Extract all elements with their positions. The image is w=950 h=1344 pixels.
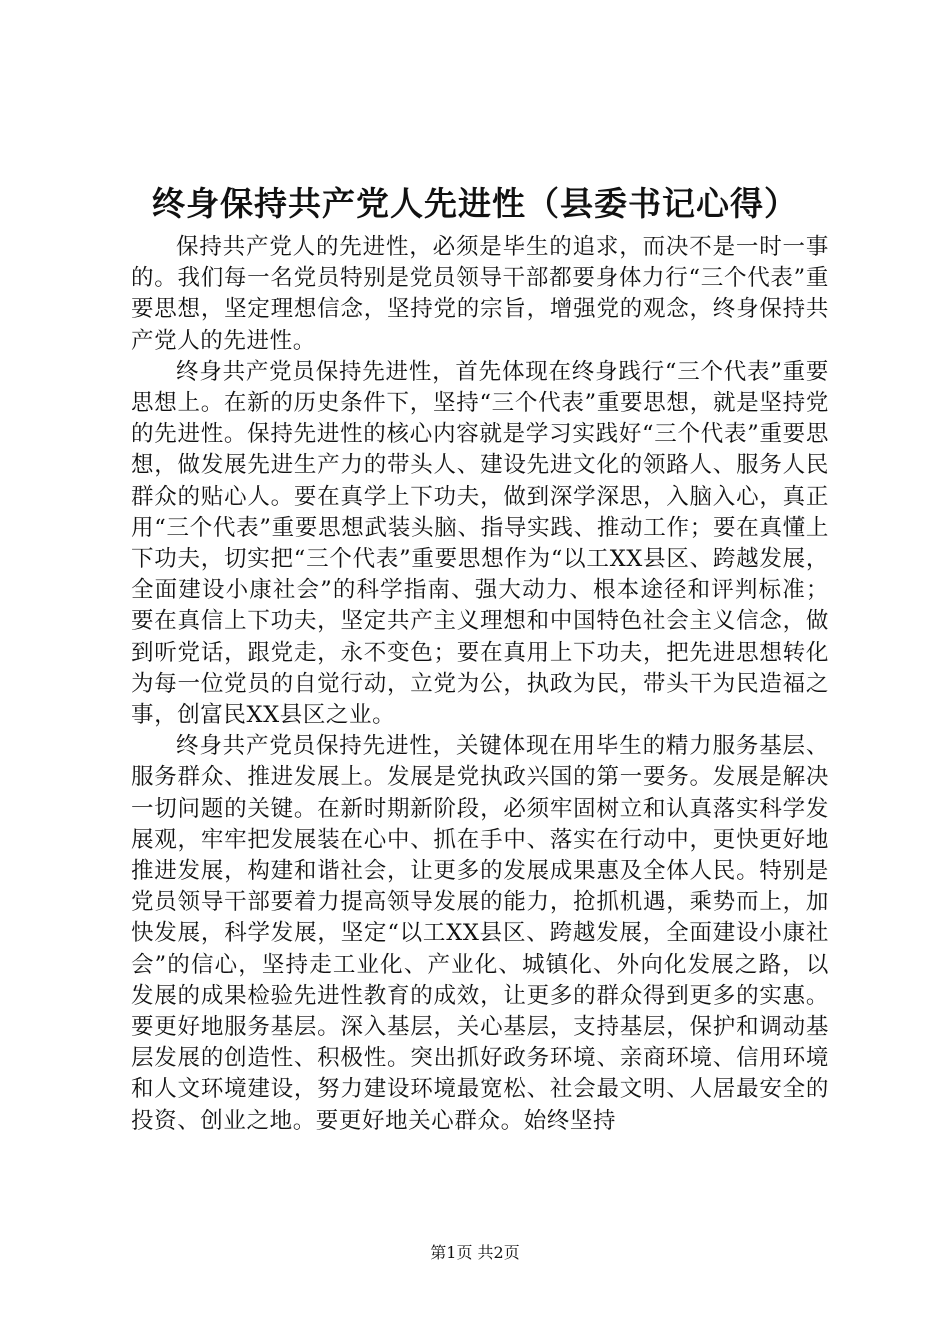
- document-title: 终身保持共产党人先进性（县委书记心得）: [152, 184, 798, 223]
- paragraph-2: 终身共产党员保持先进性，首先体现在终身践行“三个代表”重要思想上。在新的历史条件下，坚持“三个代表”重要思想，就是坚持党的先进性。保持先进性的核心内容就是学习实践好“三个代表”重要思想，做发展先进生产力的带头人、建设先进文化的领路人、服务人民群众的贴心人。要在真学上下功夫，做到深学深思，入脑入心，真正用“三个代表”重要思想武装头脑、指导实践、推动工作；要在真懂上下功夫，切实把“三个代表”重要思想作为“以工XX县区、跨越发展，全面建设小康社会”的科学指南、强大动力、根本途径和评判标准；要在真信上下功夫，坚定共产主义理想和中国特色社会主义信念，做到听党话，跟党走，永不变色；要在真用上下功夫，把先进思想转化为每一位党员的自觉行动，立党为公，执政为民，带头干为民造福之事，创富民XX县区之业。: [131, 358, 829, 729]
- paragraph-1: 保持共产党人的先进性，必须是毕生的追求，而决不是一时一事的。我们每一名党员特别是党员领导干部都要身体力行“三个代表”重要思想，坚定理想信念，坚持党的宗旨，增强党的观念，终身保持共产党人的先进性。: [131, 234, 829, 354]
- page-number-footer: 第1页 共2页: [430, 1243, 520, 1262]
- paragraph-3: 终身共产党员保持先进性，关键体现在用毕生的精力服务基层、服务群众、推进发展上。发展是党执政兴国的第一要务。发展是解决一切问题的关键。在新时期新阶段，必须牢固树立和认真落实科学发展观，牢牢把发展装在心中、抓在手中、落实在行动中，更快更好地推进发展，构建和谐社会，让更多的发展成果惠及全体人民。特别是党员领导干部要着力提高领导发展的能力，抢抓机遇，乘势而上，加快发展，科学发展，坚定“以工XX县区、跨越发展，全面建设小康社会”的信心，坚持走工业化、产业化、城镇化、外向化发展之路，以发展的成果检验先进性教育的成效，让更多的群众得到更多的实惠。要更好地服务基层。深入基层，关心基层，支持基层，保护和调动基层发展的创造性、积极性。突出抓好政务环境、亲商环境、信用环境和人文环境建设，努力建设环境最宽松、社会最文明、人居最安全的投资、创业之地。要更好地关心群众。始终坚持: [131, 733, 829, 1134]
- document-body: [131, 232, 829, 1137]
